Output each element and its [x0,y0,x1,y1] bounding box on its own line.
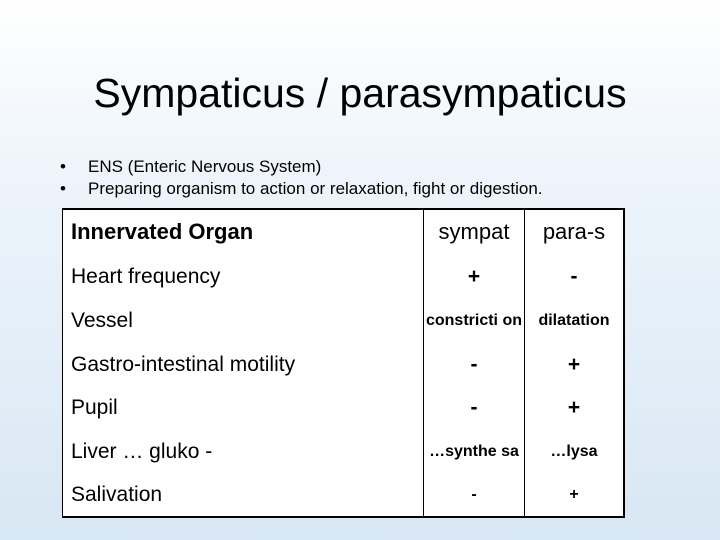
header-sympat: sympat [424,209,525,254]
bullet-text: Preparing organism to action or relaxation, fight or digestion. [88,179,543,198]
bullet-list [60,156,580,200]
bullet-dot-icon: • [60,157,66,176]
organ-cell: Vessel [71,309,133,332]
table-row [63,386,625,430]
organ-innervation-table [62,208,625,518]
header-para-s: para-s [542,219,606,244]
organ-cell: Heart frequency [71,264,221,288]
bullet-text: ENS (Enteric Nervous System) [88,157,322,176]
organ-cell: Pupil [71,396,118,419]
paras-cell: + [567,352,581,376]
organ-cell: Gastro-intestinal motility [71,352,296,376]
sympat-cell: …synthe sa [424,430,525,474]
sympat-cell: - [424,343,525,386]
slide-title: Sympaticus / parasympaticus [93,70,627,116]
sympat-cell: constricti on [424,299,525,343]
organ-cell: Salivation [71,483,163,506]
paras-cell: - [570,264,578,288]
sympat-cell: + [424,254,525,299]
header-innervated-organ: Innervated Organ [71,219,254,244]
bullet-dot-icon: • [60,179,66,198]
table-row [63,474,625,517]
table-row [63,254,625,299]
table-row [63,430,625,474]
bullet-item [60,178,580,200]
paras-cell: dilatation [538,312,610,329]
sympat-cell: - [424,386,525,430]
organ-cell: Liver … gluko - [71,440,213,463]
table-row [63,343,625,386]
paras-cell: + [569,486,579,503]
sympat-cell: - [424,474,525,517]
paras-cell: …lysa [550,443,598,460]
paras-cell: + [567,396,581,419]
table-header-row [63,209,625,254]
bullet-item [60,156,580,178]
table-row [63,299,625,343]
